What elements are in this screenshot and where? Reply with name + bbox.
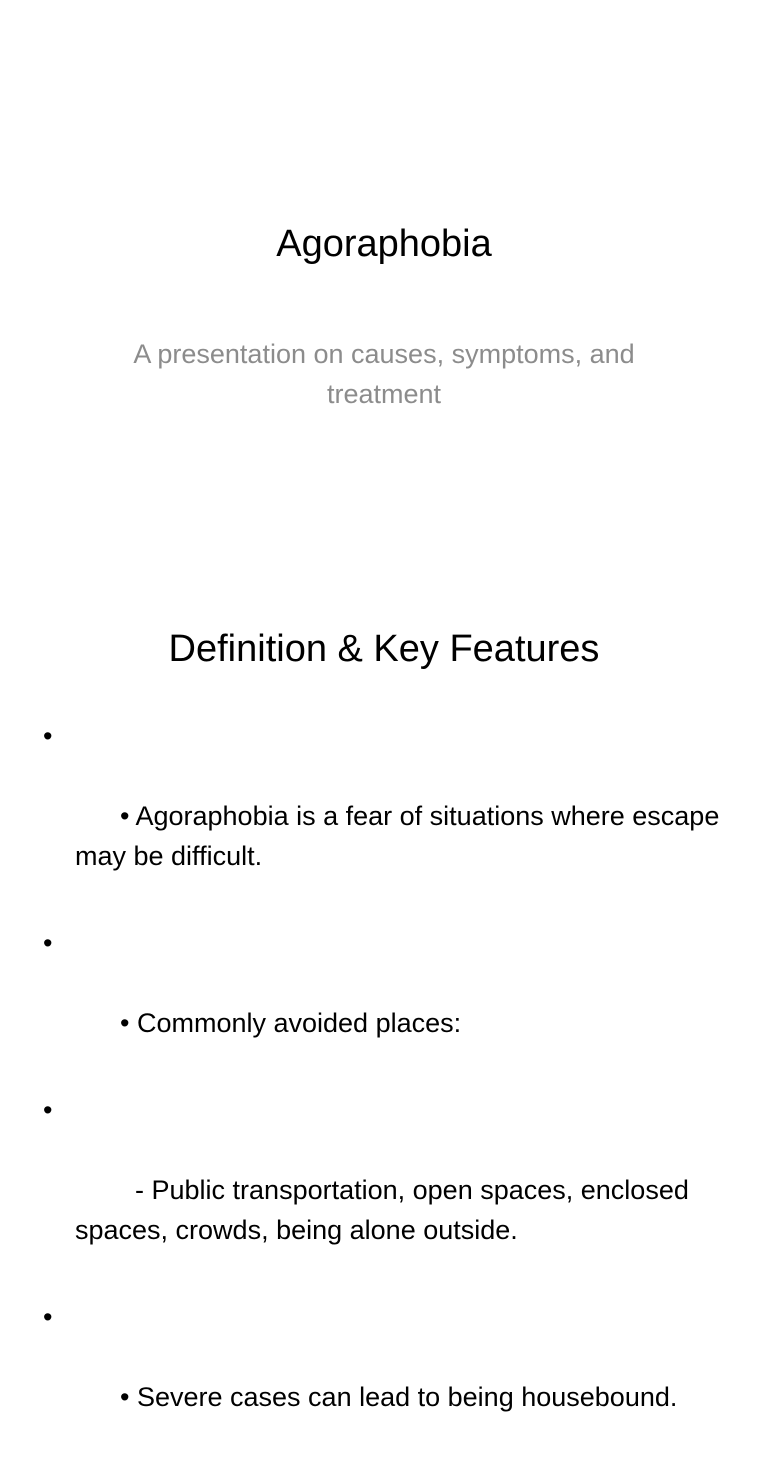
bullet-marker: •: [43, 928, 53, 958]
content-slide: [0, 576, 768, 1412]
bullet-text: • Agoraphobia is a fear of situations where escape may be difficult.: [75, 801, 727, 871]
bullet-text: • Commonly avoided places:: [120, 1008, 462, 1038]
bullet-item: [40, 1090, 740, 1290]
bullet-text: • Severe cases can lead to being housebound.: [120, 1382, 678, 1412]
title-slide: [0, 0, 768, 576]
bullet-marker: •: [43, 721, 53, 751]
slide-title: Agoraphobia: [276, 223, 492, 265]
bullet-item: [40, 923, 740, 1083]
bullet-list: [40, 716, 740, 1464]
bullet-item: [40, 716, 740, 916]
slide-subtitle: A presentation on causes, symptoms, and treatment: [133, 339, 635, 409]
bullet-text: - Public transportation, open spaces, enclosed spaces, crowds, being alone outside.: [75, 1175, 697, 1245]
bullet-marker: •: [43, 1302, 53, 1332]
bullet-marker: •: [43, 1095, 53, 1125]
bullet-item: [40, 1297, 740, 1457]
section-title: Definition & Key Features: [168, 628, 600, 670]
